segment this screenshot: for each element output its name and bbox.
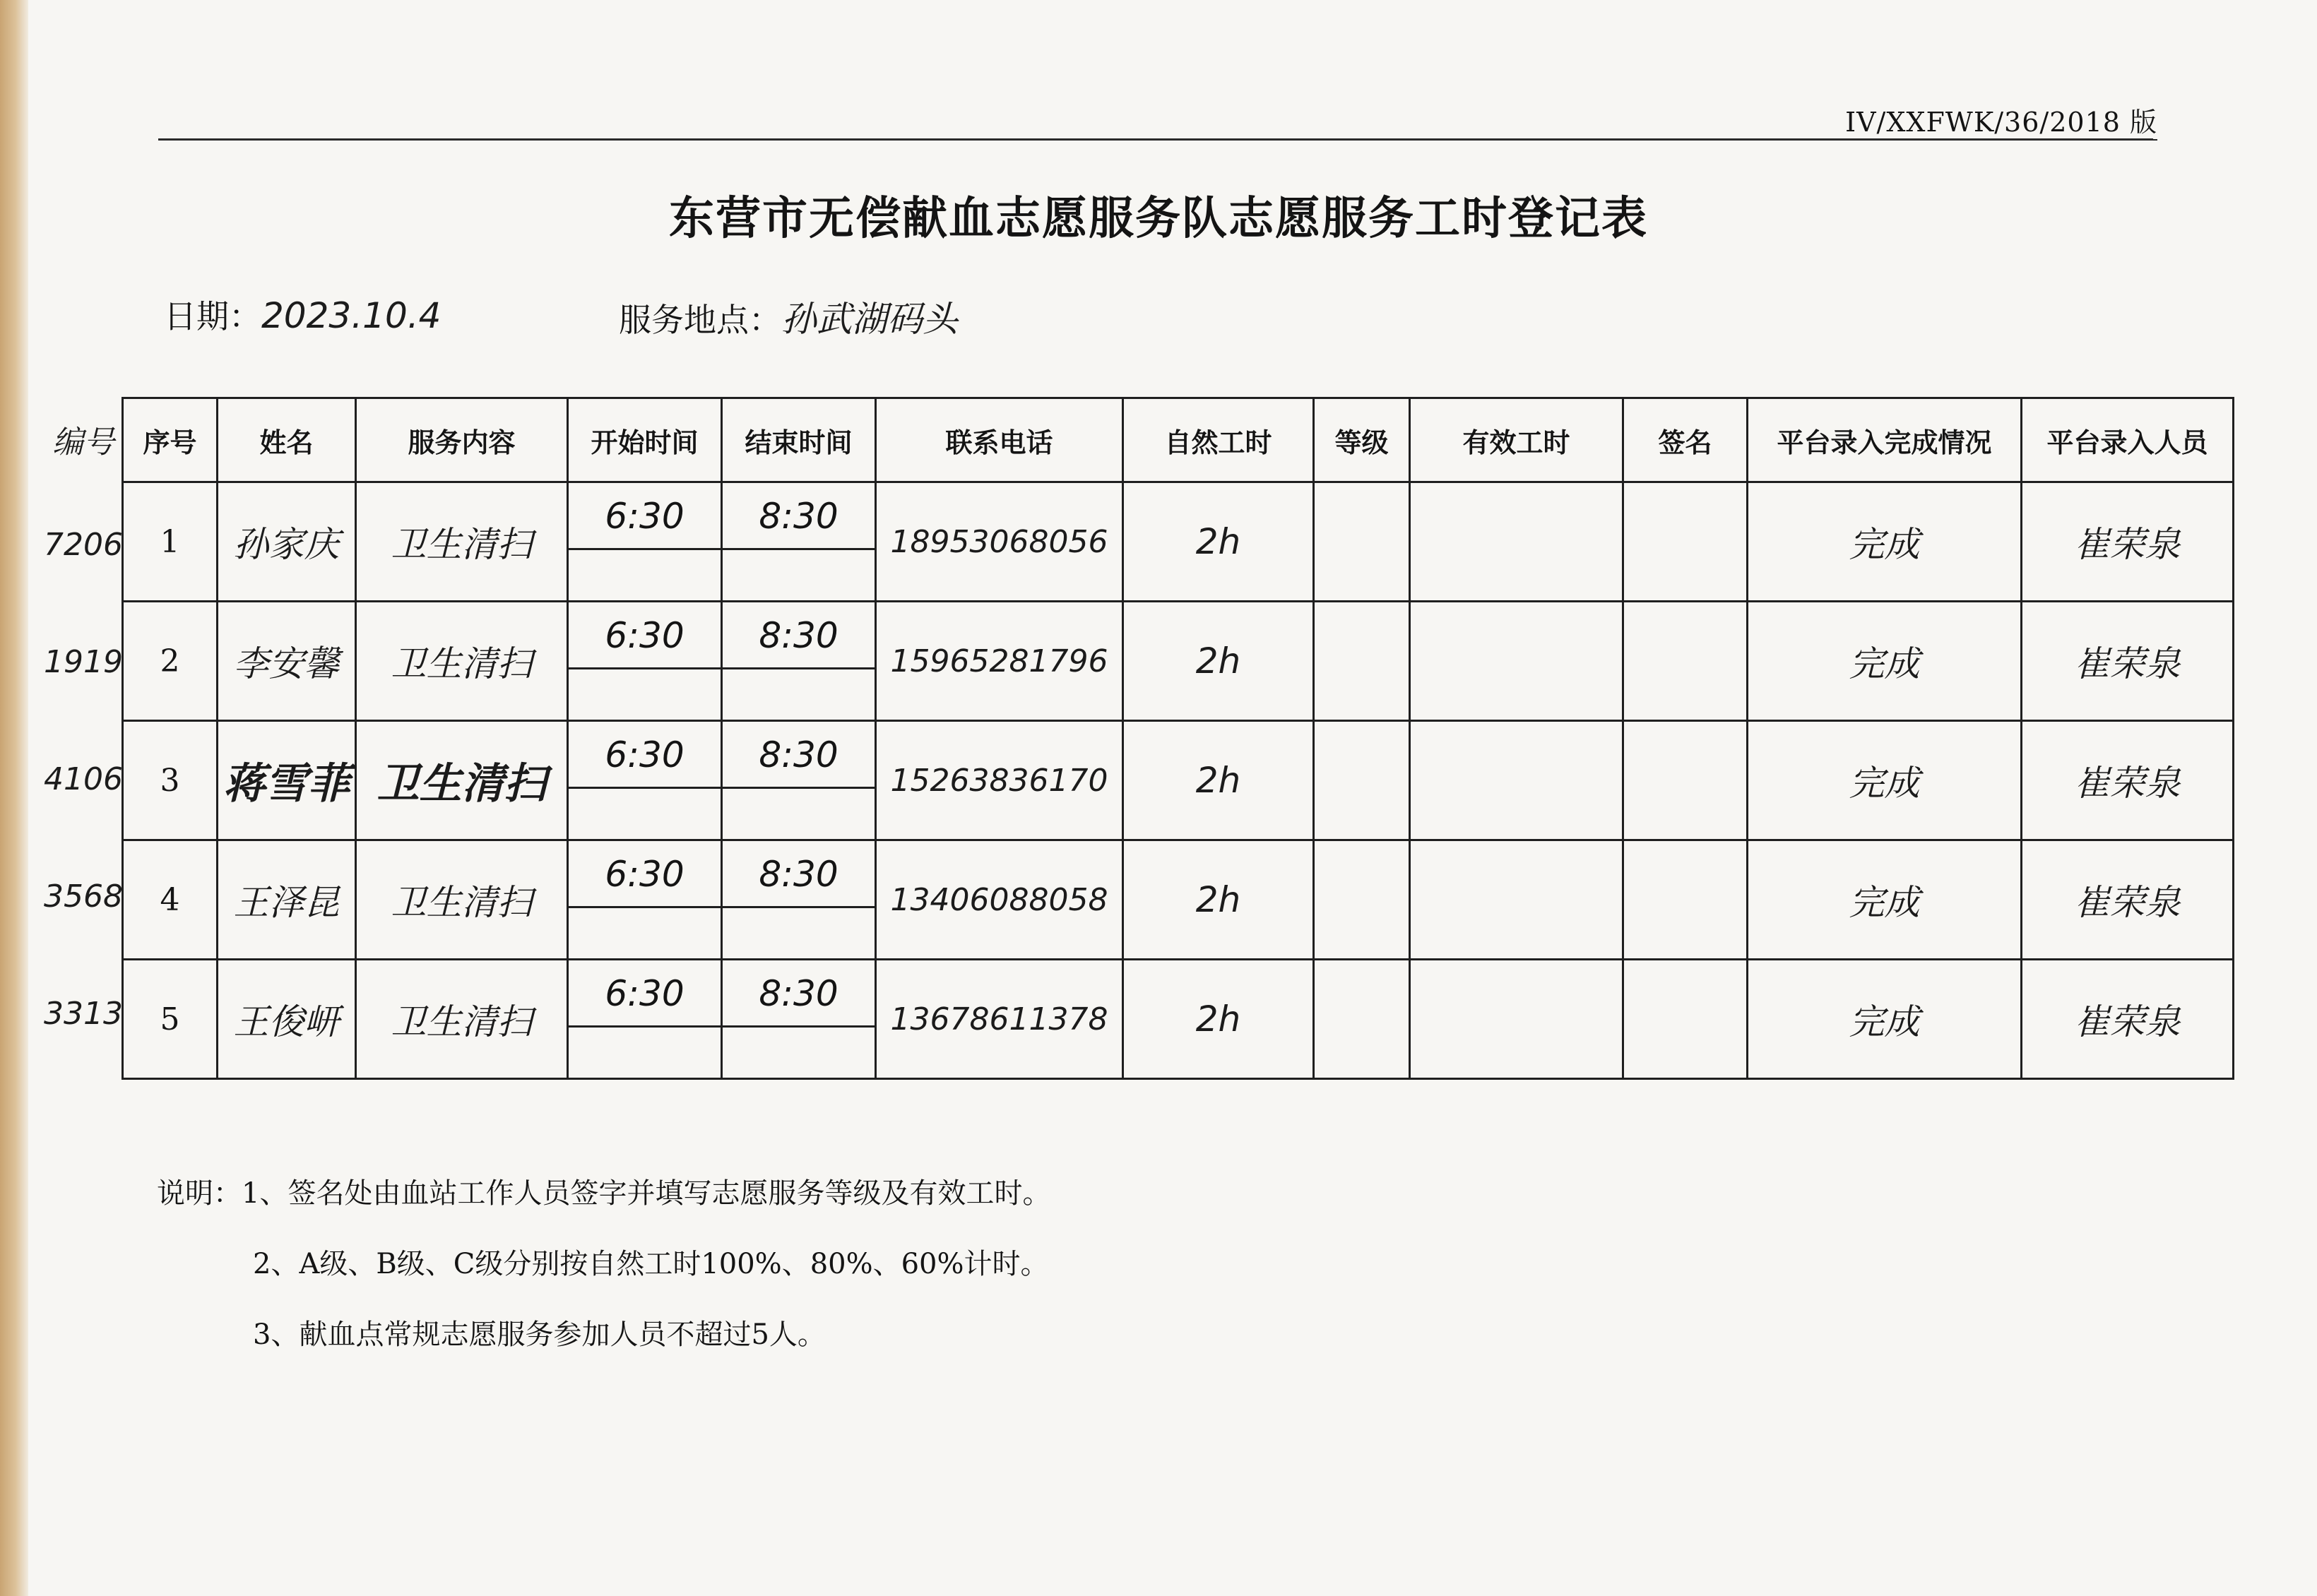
volunteer-name: 王泽昆 bbox=[218, 840, 356, 960]
cell-divider bbox=[723, 1025, 875, 1028]
serial-number: 4106 bbox=[44, 761, 123, 797]
grade-cell bbox=[1314, 482, 1410, 602]
cell-divider bbox=[723, 906, 875, 908]
effective-hours-cell bbox=[1410, 482, 1623, 602]
table-row bbox=[123, 482, 2234, 602]
header-cell: 自然工时 bbox=[1123, 398, 1314, 482]
phone-number: 15263836170 bbox=[876, 721, 1123, 840]
header-cell: 签名 bbox=[1623, 398, 1748, 482]
signature-cell bbox=[1623, 840, 1748, 960]
start-time: 6:30 bbox=[605, 854, 685, 895]
entry-operator: 崔荣泉 bbox=[2022, 960, 2234, 1079]
service-content: 卫生清扫 bbox=[356, 960, 568, 1079]
phone-number: 15965281796 bbox=[876, 602, 1123, 721]
end-time: 8:30 bbox=[759, 496, 838, 537]
serial-number: 1919 bbox=[44, 644, 123, 680]
cell-divider bbox=[569, 787, 721, 789]
effective-hours-cell bbox=[1410, 960, 1623, 1079]
header-rule bbox=[158, 138, 2153, 141]
row-number: 4 bbox=[123, 840, 218, 960]
header-cell: 结束时间 bbox=[722, 398, 876, 482]
start-time: 6:30 bbox=[605, 973, 685, 1014]
start-time-cell bbox=[568, 721, 722, 840]
entry-status: 完成 bbox=[1748, 721, 2022, 840]
grade-cell bbox=[1314, 602, 1410, 721]
row-number: 3 bbox=[123, 721, 218, 840]
header-cell: 开始时间 bbox=[568, 398, 722, 482]
table-row bbox=[123, 960, 2234, 1079]
form-title: 东营市无偿献血志愿服务队志愿服务工时登记表 bbox=[669, 193, 1648, 245]
header-cell: 平台录入完成情况 bbox=[1748, 398, 2022, 482]
table-row bbox=[123, 602, 2234, 721]
table-row bbox=[123, 840, 2234, 960]
volunteer-name: 李安馨 bbox=[218, 602, 356, 721]
row-number: 2 bbox=[123, 602, 218, 721]
cell-divider bbox=[569, 548, 721, 550]
signature-cell bbox=[1623, 602, 1748, 721]
location-value: 孙武湖码头 bbox=[781, 299, 958, 340]
serial-number: 3313 bbox=[44, 996, 123, 1032]
date-value: 2023.10.4 bbox=[261, 295, 442, 336]
notes-block bbox=[157, 1158, 1050, 1370]
document-code: IV/XXFWK/36/2018 版 bbox=[1845, 100, 2157, 141]
volunteer-name: 孙家庆 bbox=[218, 482, 356, 602]
header-cell: 服务内容 bbox=[356, 398, 568, 482]
note-line: 说明：1、签名处由血站工作人员签字并填写志愿服务等级及有效工时。 bbox=[157, 1177, 1051, 1210]
effective-hours-cell bbox=[1410, 602, 1623, 721]
date-field bbox=[164, 291, 441, 338]
note-line: 3、献血点常规志愿服务参加人员不超过5人。 bbox=[253, 1318, 826, 1351]
grade-cell bbox=[1314, 721, 1410, 840]
volunteer-name: 蒋雪菲 bbox=[218, 721, 356, 840]
phone-number: 18953068056 bbox=[876, 482, 1123, 602]
volunteer-name: 王俊岍 bbox=[218, 960, 356, 1079]
cell-divider bbox=[569, 1025, 721, 1028]
phone-number: 13678611378 bbox=[876, 960, 1123, 1079]
entry-operator: 崔荣泉 bbox=[2022, 721, 2234, 840]
natural-hours: 2h bbox=[1123, 721, 1314, 840]
start-time-cell bbox=[568, 960, 722, 1079]
cell-divider bbox=[569, 906, 721, 908]
entry-status: 完成 bbox=[1748, 960, 2022, 1079]
header-cell: 等级 bbox=[1314, 398, 1410, 482]
row-number: 1 bbox=[123, 482, 218, 602]
end-time-cell bbox=[722, 840, 876, 960]
start-time: 6:30 bbox=[605, 734, 685, 775]
effective-hours-cell bbox=[1410, 840, 1623, 960]
end-time: 8:30 bbox=[759, 973, 838, 1014]
natural-hours: 2h bbox=[1123, 602, 1314, 721]
natural-hours: 2h bbox=[1123, 840, 1314, 960]
signature-cell bbox=[1623, 482, 1748, 602]
entry-status: 完成 bbox=[1748, 840, 2022, 960]
entry-operator: 崔荣泉 bbox=[2022, 602, 2234, 721]
service-content: 卫生清扫 bbox=[356, 602, 568, 721]
end-time-cell bbox=[722, 602, 876, 721]
end-time-cell bbox=[722, 721, 876, 840]
table-row bbox=[123, 721, 2234, 840]
grade-cell bbox=[1314, 960, 1410, 1079]
entry-operator: 崔荣泉 bbox=[2022, 840, 2234, 960]
cell-divider bbox=[723, 787, 875, 789]
serial-number: 7206 bbox=[44, 527, 123, 563]
cell-divider bbox=[723, 548, 875, 550]
serial-number: 3568 bbox=[44, 879, 123, 915]
serial-header: 编号 bbox=[52, 424, 114, 460]
phone-number: 13406088058 bbox=[876, 840, 1123, 960]
location-label: 服务地点： bbox=[619, 301, 781, 339]
effective-hours-cell bbox=[1410, 721, 1623, 840]
signature-cell bbox=[1623, 960, 1748, 1079]
service-content: 卫生清扫 bbox=[356, 721, 568, 840]
grade-cell bbox=[1314, 840, 1410, 960]
cell-divider bbox=[723, 667, 875, 669]
header-cell: 序号 bbox=[123, 398, 218, 482]
header-cell: 有效工时 bbox=[1410, 398, 1623, 482]
cell-divider bbox=[569, 667, 721, 669]
entry-status: 完成 bbox=[1748, 482, 2022, 602]
header-cell: 平台录入人员 bbox=[2022, 398, 2234, 482]
natural-hours: 2h bbox=[1123, 482, 1314, 602]
end-time: 8:30 bbox=[759, 734, 838, 775]
start-time-cell bbox=[568, 840, 722, 960]
end-time: 8:30 bbox=[759, 615, 838, 656]
start-time-cell bbox=[568, 482, 722, 602]
end-time-cell bbox=[722, 960, 876, 1079]
signature-cell bbox=[1623, 721, 1748, 840]
natural-hours: 2h bbox=[1123, 960, 1314, 1079]
header-cell: 姓名 bbox=[218, 398, 356, 482]
header-row bbox=[123, 398, 2234, 482]
header-cell: 联系电话 bbox=[876, 398, 1123, 482]
start-time: 6:30 bbox=[605, 496, 685, 537]
registration-table bbox=[122, 397, 2234, 1080]
location-field bbox=[619, 291, 958, 342]
service-content: 卫生清扫 bbox=[356, 840, 568, 960]
end-time-cell bbox=[722, 482, 876, 602]
date-label: 日期： bbox=[164, 297, 261, 335]
entry-operator: 崔荣泉 bbox=[2022, 482, 2234, 602]
note-line: 2、A级、B级、C级分别按自然工时100%、80%、60%计时。 bbox=[253, 1248, 1049, 1280]
entry-status: 完成 bbox=[1748, 602, 2022, 721]
end-time: 8:30 bbox=[759, 854, 838, 895]
row-number: 5 bbox=[123, 960, 218, 1079]
service-content: 卫生清扫 bbox=[356, 482, 568, 602]
start-time-cell bbox=[568, 602, 722, 721]
start-time: 6:30 bbox=[605, 615, 685, 656]
